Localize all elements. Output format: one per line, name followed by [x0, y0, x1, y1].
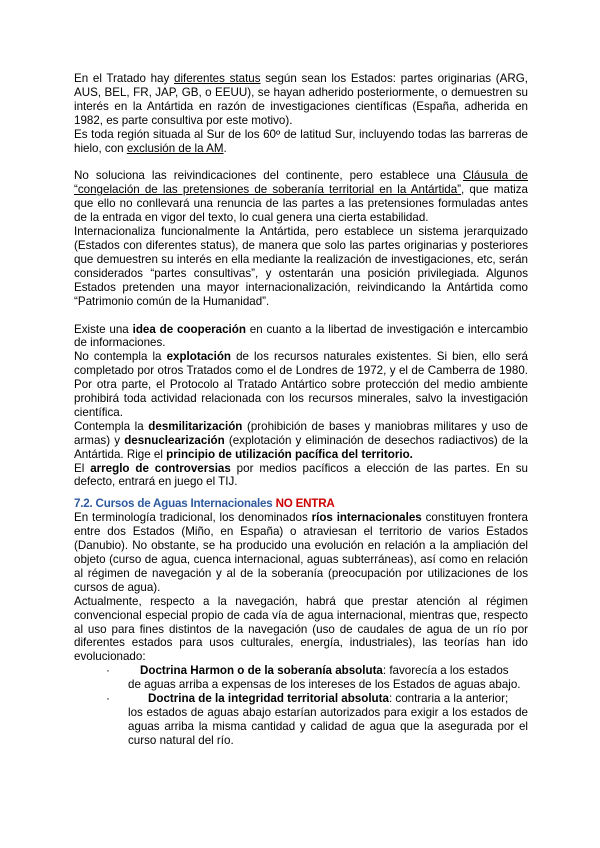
text: En terminología tradicional, los denominados [74, 511, 312, 525]
list-item-continuation: los estados de aguas abajo estarían autorizados para exigir a los estados de aguas arriba la misma cantidad y calidad de agua que la asegurada por el curso natural del río. [128, 705, 528, 747]
paragraph-region [74, 128, 528, 156]
underlined-text: exclusión de la AM [126, 141, 224, 155]
paragraph-clausula [74, 169, 528, 225]
text: Es toda región situada al Sur de los 60º de latitud Sur, incluyendo todas las barreras de hielo, con [74, 127, 528, 155]
bold-text: desmilitarización [148, 419, 243, 433]
text: constituyen frontera entre dos Estados (Miño, en España) o atraviesan el territorio de varios Estados (Danubio). No obstante, se ha producido una evolución en relación a la ampliación del objeto (curso de agua, cuenca internacional, aguas subterráneas), así como en relación al régimen de navegación y al de la soberanía (preocupación por utilizaciones de los cursos de agua). [74, 511, 528, 594]
underlined-text: diferentes status [174, 72, 261, 85]
text: : favorecía a los estados [382, 664, 509, 678]
bold-text: desnuclearización [124, 433, 225, 447]
text: según sean los Estados: partes originarias (ARG, AUS, BEL, FR, JAP, GB, o EEUU), se hayan adherido posteriormente, o demuestren su interés en la Antártida en razón de investigaciones científicas (España, adherida en 1982, es parte consultiva por este motivo). [74, 72, 528, 127]
text: En el Tratado hay [74, 72, 174, 85]
bullet-marker: · [106, 692, 110, 706]
bold-text: Doctrina Harmon o de la soberanía absoluta [140, 664, 383, 678]
paragraph-controversias [74, 462, 528, 490]
text: (prohibición de bases y maniobras militares y uso de armas) y [74, 419, 528, 447]
heading-flag: NO ENTRA [275, 497, 335, 511]
paragraph-internacionaliza: Internacionaliza funcionalmente la Antártida, pero establece un sistema jerarquizado (Estados con diferentes status), de manera que solo las partes originarias y posteriores que demuestren su interés en ella mediante la realización de investigaciones, etc, serán considerados “partes consultivas”, y ostentarán una posición privilegiada. Algunos Estados pretenden una mayor internacionalización, reivindicando la Antártida como “Patrimonio común de la Humanidad”. [74, 225, 528, 308]
text: No soluciona las reivindicaciones del continente, pero establece una [74, 169, 463, 183]
text: Contempla la [74, 419, 149, 433]
list-item-first-line [74, 664, 528, 678]
paragraph-status [74, 72, 528, 128]
paragraph-desmilitarizacion [74, 420, 528, 462]
list-item-first-line [74, 692, 528, 706]
document-page [74, 72, 528, 748]
text: No contempla la [74, 350, 167, 364]
bold-text: explotación [166, 350, 231, 364]
bullet-marker: · [106, 664, 110, 678]
paragraph-navegacion: Actualmente, respecto a la navegación, habrá que prestar atención al régimen convencional especial propio de cada vía de agua internacional, mientras que, respecto al uso para fines distintos de la navegación (uso de caudales de agua de un río por diferentes estados para usos culturales, energía, industriales), las teorías han ido evolucionado: [74, 594, 528, 664]
bold-text: Doctrina de la integridad territorial absoluta [148, 692, 389, 706]
text: por medios pacíficos a elección de las partes. En su defecto, entrará en juego el TIJ. [74, 461, 528, 489]
bold-text: principio de utilización pacífica del territorio. [166, 447, 413, 461]
paragraph-rios [74, 511, 528, 594]
bold-text: ríos internacionales [311, 511, 422, 525]
paragraph-cooperacion [74, 323, 528, 351]
text: , que matiza que ello no conllevará una renuncia de las partes a las pretensiones formuladas antes de la entrada en vigor del texto, lo cual genera una cierta estabilidad. [74, 183, 529, 225]
spacer [74, 309, 528, 323]
underlined-text: Cláusula de “congelación de las pretensiones de soberanía territorial en la Antártida” [74, 169, 528, 197]
section-heading [74, 497, 528, 511]
heading-title: 7.2. Cursos de Aguas Internacionales [74, 497, 273, 511]
spacer [74, 489, 528, 497]
paragraph-explotacion [74, 350, 528, 420]
list-item [74, 664, 528, 692]
text: : contraria a la anterior; [388, 692, 509, 706]
text: El [74, 461, 91, 475]
bold-text: arreglo de controversias [90, 461, 231, 475]
list-item [74, 692, 528, 748]
spacer [74, 155, 528, 169]
text: (explotación y eliminación de desechos radiactivos) de la Antártida. Rige el [74, 433, 528, 461]
text: . [223, 141, 227, 155]
text: en cuanto a la libertad de investigación e intercambio de informaciones. [74, 322, 528, 350]
bold-text: idea de cooperación [132, 322, 246, 336]
list-item-continuation: de aguas arriba a expensas de los intereses de los Estados de aguas abajo. [128, 678, 521, 692]
text: Existe una [74, 322, 133, 336]
text: de los recursos naturales existentes. Si bien, ello será completado por otros Tratados como el de Londres de 1972, y el de Camberra de 1980. Por otra parte, el Protocolo al Tratado Antártico sobre protección del medio ambiente prohibirá toda actividad relacionada con los recursos minerales, salvo la investigación científica. [74, 350, 529, 419]
